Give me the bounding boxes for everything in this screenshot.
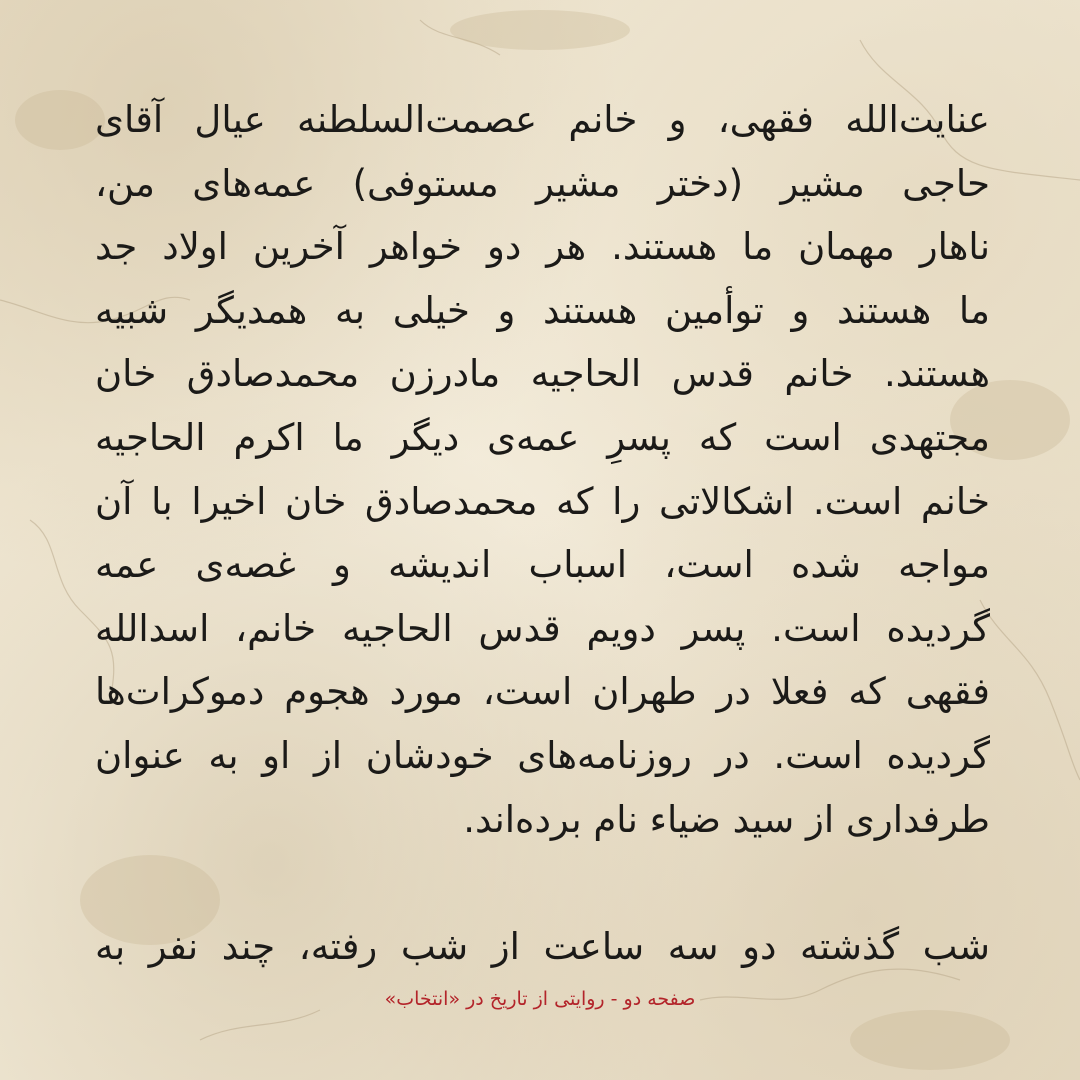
paragraph-gap	[95, 851, 990, 915]
text-line: ناهار مهمان ما هستند. هر دو خواهر آخرین اولاد جد	[95, 225, 990, 269]
text-line: گردیده است. در روزنامه‌های خودشان از او به عنوان	[95, 733, 990, 777]
text-line: حاجی مشیر (دختر مشیر مستوفی) عمه‌های من،	[95, 161, 990, 205]
text-line: خانم است. اشکالاتی را که محمدصادق خان اخیرا با آن	[95, 479, 990, 523]
text-line: فقهی که فعلا در طهران است، مورد هجوم دموکرات‌ها	[95, 670, 990, 714]
text-line: مواجه شده است، اسباب اندیشه و غصه‌ی عمه	[95, 543, 990, 587]
text-line: طرفداری از سید ضیاء نام برده‌اند.	[463, 797, 990, 841]
text-line: گردیده است. پسر دویم قدس الحاجیه خانم، اسدالله	[95, 606, 990, 650]
text-line: عنایت‌الله فقهی، و خانم عصمت‌السلطنه عیال آقای	[95, 98, 990, 141]
text-line: ما هستند و توأمین هستند و خیلی به همدیگر شبیه	[95, 288, 990, 332]
text-line: شب گذشته دو سه ساعت از شب رفته، چند نفر به	[95, 924, 990, 968]
document-body	[95, 88, 990, 978]
footer-caption: صفحه دو - روایتی از تاریخ در «انتخاب»	[384, 988, 696, 1010]
text-line: مجتهدی است که پسرِ عمه‌ی دیگر ما اکرم الحاجیه	[95, 415, 990, 459]
text-line: هستند. خانم قدس الحاجیه مادرزن محمدصادق خان	[95, 352, 990, 396]
